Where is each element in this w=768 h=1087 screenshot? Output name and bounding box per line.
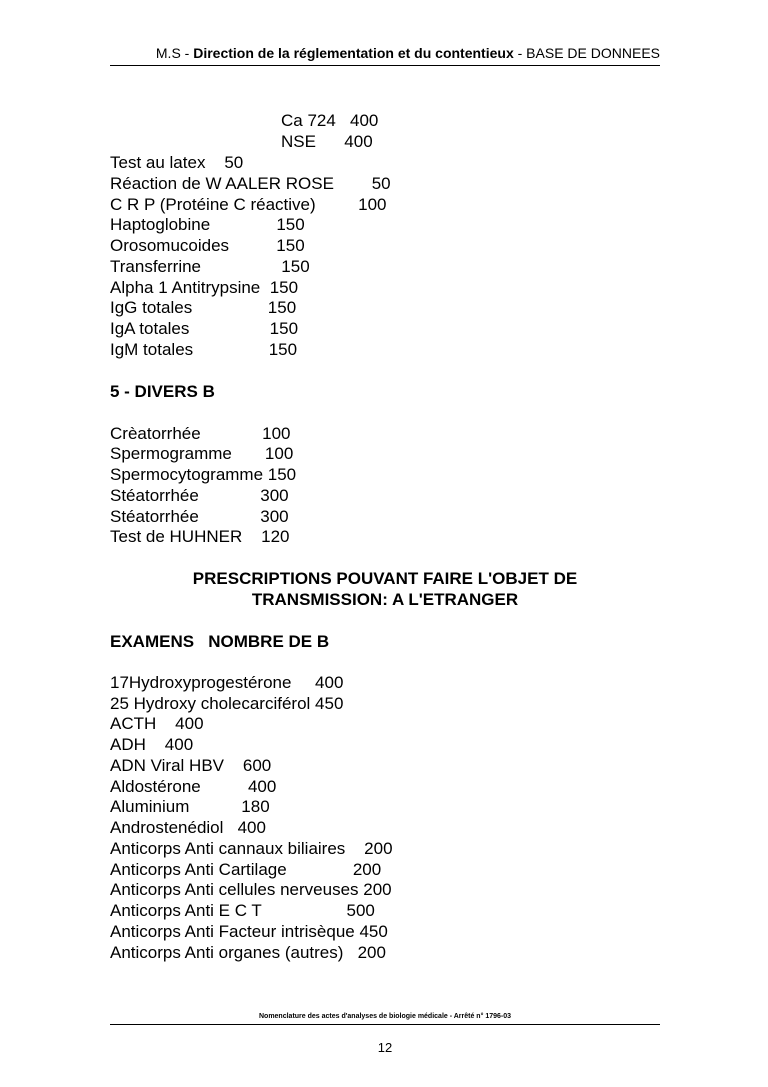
page-number: 12 <box>377 1040 393 1055</box>
list-item: Ca 724 400 <box>281 111 379 130</box>
list-item: Réaction de W AALER ROSE 50 <box>110 174 391 193</box>
list-item: C R P (Protéine C réactive) 100 <box>110 195 387 214</box>
list-item: ACTH 400 <box>110 714 204 733</box>
examens-heading: EXAMENS NOMBRE DE B <box>110 632 330 651</box>
footer-text: Nomenclature des actes d'analyses de biologie médicale - Arrêté n° 1796-03 <box>258 1013 512 1020</box>
list-item: NSE 400 <box>281 132 373 151</box>
list-item: 17Hydroxyprogestérone 400 <box>110 673 344 692</box>
list-item: IgA totales 150 <box>110 319 299 338</box>
list-item: Orosomucoides 150 <box>110 236 305 255</box>
prescriptions-heading-line-1: PRESCRIPTIONS POUVANT FAIRE L'OBJET DE <box>192 569 578 588</box>
header-suffix: - BASE DE DONNEES <box>513 45 660 61</box>
list-item: Anticorps Anti Facteur intrisèque 450 <box>110 922 388 941</box>
page-header <box>110 44 660 66</box>
list-item: Stéatorrhée 300 <box>110 507 289 526</box>
list-item: IgM totales 150 <box>110 340 298 359</box>
list-item: Test de HUHNER 120 <box>110 527 290 546</box>
list-item: Anticorps Anti E C T 500 <box>110 901 375 920</box>
list-item: Crèatorrhée 100 <box>110 424 291 443</box>
list-item: Spermocytogramme 150 <box>110 465 297 484</box>
list-item: ADN Viral HBV 600 <box>110 756 272 775</box>
list-item: Anticorps Anti cellules nerveuses 200 <box>110 880 392 899</box>
list-item: Test au latex 50 <box>110 153 244 172</box>
footer-divider <box>110 1024 660 1025</box>
list-item: Aldostérone 400 <box>110 777 277 796</box>
list-item: ADH 400 <box>110 735 194 754</box>
list-item: Androstenédiol 400 <box>110 818 266 837</box>
list-item: Haptoglobine 150 <box>110 215 305 234</box>
list-item: Alpha 1 Antitrypsine 150 <box>110 278 299 297</box>
list-item: Anticorps Anti Cartilage 200 <box>110 860 382 879</box>
list-item: Anticorps Anti cannaux biliaires 200 <box>110 839 393 858</box>
list-item: IgG totales 150 <box>110 298 297 317</box>
list-item: 25 Hydroxy cholecarciférol 450 <box>110 694 344 713</box>
header-prefix: M.S - <box>155 45 194 61</box>
prescriptions-heading-line-2: TRANSMISSION: A L'ETRANGER <box>251 590 519 609</box>
list-item: Anticorps Anti organes (autres) 200 <box>110 943 386 962</box>
list-item: Stéatorrhée 300 <box>110 486 289 505</box>
list-item: Spermogramme 100 <box>110 444 294 463</box>
section-heading-divers: 5 - DIVERS B <box>110 382 215 401</box>
header-title: Direction de la réglementation et du contentieux <box>193 45 514 61</box>
list-item: Aluminium 180 <box>110 797 270 816</box>
list-item: Transferrine 150 <box>110 257 310 276</box>
